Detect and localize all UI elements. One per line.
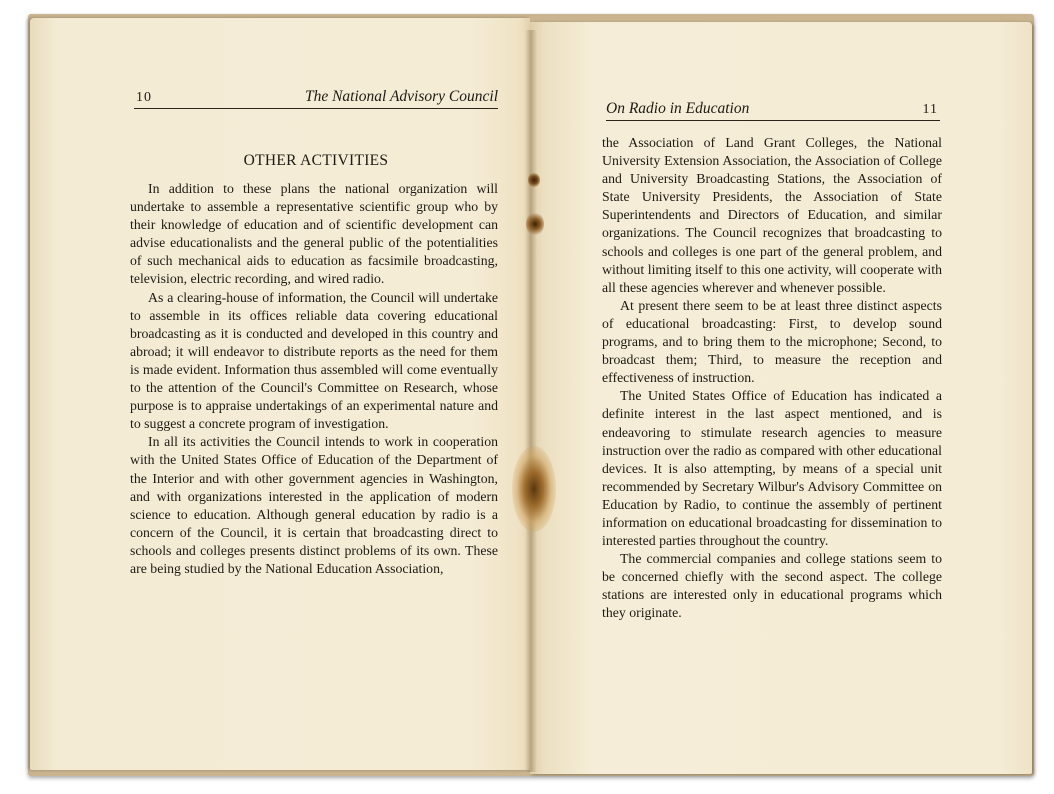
- right-paragraph-1: At present there seem to be at least three distinct aspects of educational broadcasting: First, to develop sound programs, and to bring them to the microphone; Second, to broadcast them; Third, to measure the reception and effectiveness of instruction.: [602, 297, 942, 386]
- left-paragraph-1: In addition to these plans the national organization will undertake to assemble a representative scientific group who by their knowledge of education and of scientific development can advise educationalists and the general public of the potentialities of such mechanical aids to education as facsimile broadcasting, television, electric recording, and wired radio.: [130, 181, 498, 287]
- right-continued-paragraph: the Association of Land Grant Colleges, the National University Extension Association, the Association of College and University Broadcasting Stations, the Association of State University Presidents, the Association of State Superintendents and Directors of Education, and similar organizations. The Council recognizes that broadcasting to schools and colleges is one part of the general problem, and without limiting itself to this one activity, will cooperate with all these agencies wherever and whenever possible.: [602, 135, 942, 295]
- book-gutter: [525, 30, 537, 772]
- rust-stain-middle: [512, 446, 556, 532]
- right-running-head: [606, 98, 940, 121]
- rust-stain-upper: [526, 212, 544, 236]
- section-heading: OTHER ACTIVITIES: [243, 152, 389, 169]
- left-running-title: The National Advisory Council: [304, 88, 498, 105]
- right-page: [530, 22, 1032, 774]
- left-paragraph-2: As a clearing-house of information, the Council will undertake to assemble in its offices reliable data covering educational broadcasting as it is conducted and developed in this country and abroad; it will endeavor to distribute reports as the need for them is made evident. Information thus assembled will come eventually to the attention of the Council's Committee on Research, whose purpose is to appraise undertakings of an experimental nature and to suggest a concrete program of investigation.: [130, 289, 498, 432]
- rust-stain-top: [528, 172, 540, 188]
- right-paragraph-3: The commercial companies and college stations seem to be concerned chiefly with the second aspect. The college stations are interested only in educational programs which they originate.: [602, 551, 942, 621]
- left-page: [30, 18, 530, 770]
- left-page-number: 10: [136, 90, 152, 105]
- left-page-body: [130, 180, 498, 578]
- right-paragraph-2: The United States Office of Education has indicated a definite interest in the last aspect mentioned, and is endeavoring to stimulate research agencies to measure instruction over the radio as compared with other educational devices. It is also attempting, by means of a special unit recommended by Secretary Wilbur's Advisory Committee on Education by Radio, to continue the assembly of pertinent information on educational broadcasting for dissemination to interested parties throughout the country.: [602, 388, 942, 549]
- right-running-title: On Radio in Education: [606, 100, 750, 117]
- left-running-head: [134, 86, 498, 109]
- right-page-body: [602, 134, 942, 623]
- right-page-number: 11: [922, 102, 938, 117]
- left-paragraph-3: In all its activities the Council intends to work in cooperation with the United States Office of Education of the Department of the Interior and with other government agencies in Washington, and with organizations interested in the application of modern science to education. Although general education by radio is a concern of the Council, it is certain that broadcasting direct to schools and colleges presents distinct problems of its own. These are being studied by the National Education Association,: [130, 434, 498, 576]
